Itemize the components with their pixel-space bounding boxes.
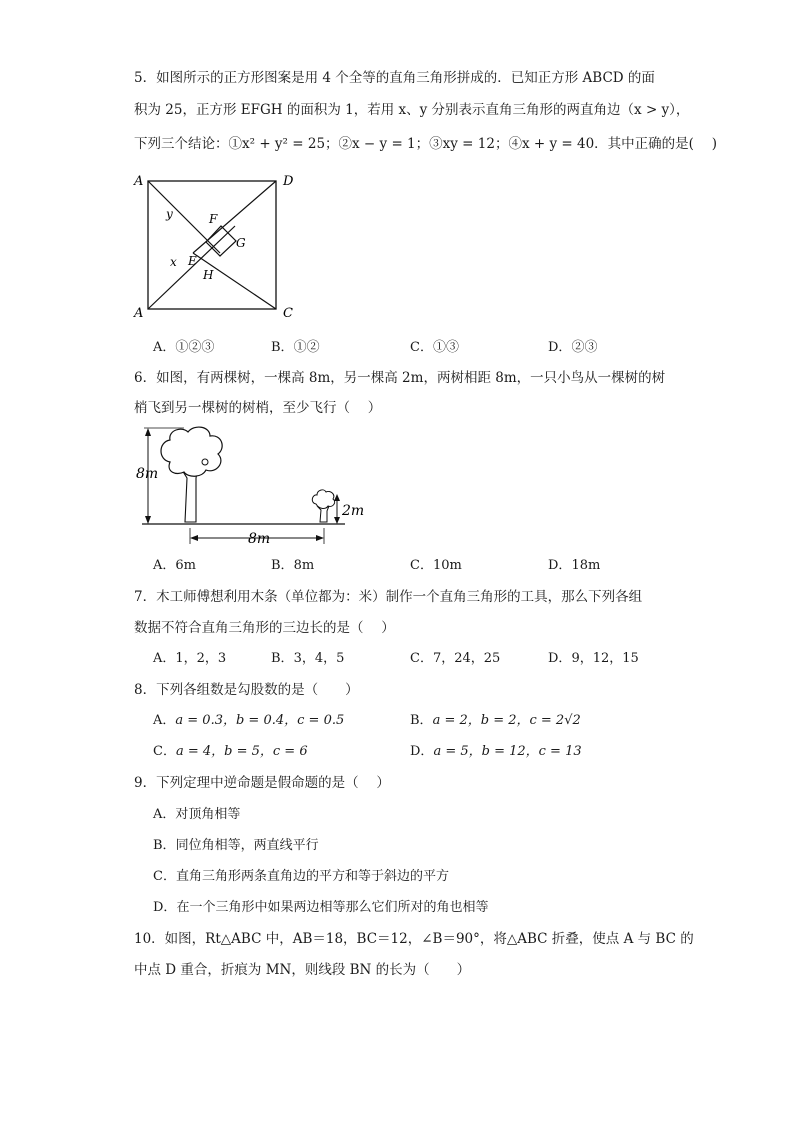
q5-line-3: 下列三个结论：①x² + y² = 25；②x − y = 1；③xy = 12；④x + y = 40．其中正确的是( )	[134, 136, 717, 152]
q8-option-d[interactable]	[410, 742, 582, 762]
q8-option-b[interactable]	[410, 711, 581, 731]
q5-line-2: 积为 25，正方形 EFGH 的面积为 1，若用 x、y 分别表示直角三角形的两直角边（x > y），	[134, 102, 690, 118]
q7-option-c[interactable]	[410, 649, 500, 669]
label-distance: 8m	[248, 531, 271, 547]
label-c: C	[283, 306, 293, 320]
option-text: 8m	[293, 558, 315, 573]
option-letter: A．	[153, 651, 176, 666]
tall-tree-icon	[161, 427, 222, 522]
option-text: a = 5，b = 12，c = 13	[433, 744, 582, 759]
q7-line-1: 7．木工师傅想利用木条（单位都为：米）制作一个直角三角形的工具，那么下列各组	[134, 589, 643, 605]
label-g: G	[236, 236, 246, 250]
q5-option-b[interactable]	[271, 338, 320, 358]
option-letter: C．	[153, 869, 176, 884]
q7-option-b[interactable]	[271, 649, 344, 669]
option-text: ①②	[293, 340, 320, 355]
label-f: F	[209, 212, 218, 226]
label-tall-height: 8m	[136, 466, 159, 482]
option-letter: D．	[153, 900, 177, 915]
label-x: x	[170, 255, 177, 269]
q6-option-c[interactable]	[410, 556, 462, 576]
q6-line-1: 6．如图，有两棵树，一棵高 8m，另一棵高 2m，两树相距 8m，一只小鸟从一棵树的树	[134, 370, 666, 386]
q5-option-c[interactable]	[410, 338, 459, 358]
option-text: ①②③	[175, 340, 215, 355]
option-letter: C．	[410, 340, 433, 355]
option-letter: D．	[548, 558, 572, 573]
q9-line-1: 9．下列定理中逆命题是假命题的是（ ）	[134, 775, 390, 791]
option-text: 9，12，15	[571, 651, 639, 666]
option-letter: A．	[153, 340, 176, 355]
option-text: 3，4，5	[293, 651, 345, 666]
option-text: 18m	[571, 558, 601, 573]
q6-option-b[interactable]	[271, 556, 314, 576]
label-a-top: A	[134, 174, 144, 189]
q5-square-figure	[128, 170, 298, 320]
q6-line-2: 梢飞到另一棵树的树梢，至少飞行（ ）	[134, 400, 382, 416]
q9-option-b[interactable]	[153, 836, 319, 856]
option-letter: C．	[410, 651, 433, 666]
option-text: 直角三角形两条直角边的平方和等于斜边的平方	[175, 869, 449, 884]
q7-option-a[interactable]	[153, 649, 226, 669]
option-letter: A．	[153, 713, 176, 728]
option-text: a = 2，b = 2，c = 2√2	[432, 713, 581, 728]
q5-option-a[interactable]	[153, 338, 214, 358]
option-text: 在一个三角形中如果两边相等那么它们所对的角也相等	[176, 900, 489, 915]
label-y: y	[166, 207, 173, 221]
option-text: ①③	[432, 340, 459, 355]
q5-option-d[interactable]	[548, 338, 597, 358]
q9-option-d[interactable]	[153, 898, 488, 918]
option-letter: A．	[153, 558, 176, 573]
q8-option-c[interactable]	[153, 742, 308, 762]
label-e: E	[188, 254, 197, 268]
option-letter: B．	[153, 838, 176, 853]
q10-line-2: 中点 D 重合，折痕为 MN，则线段 BN 的长为（ ）	[134, 962, 471, 978]
q6-option-d[interactable]	[548, 556, 600, 576]
option-text: 1，2，3	[175, 651, 227, 666]
label-h: H	[203, 268, 214, 282]
option-text: 6m	[175, 558, 196, 573]
option-letter: A．	[153, 807, 176, 822]
label-a-bottom: A	[134, 306, 144, 320]
option-letter: B．	[271, 340, 294, 355]
option-text: a = 4，b = 5，c = 6	[175, 744, 308, 759]
option-text: 同位角相等，两直线平行	[175, 838, 319, 853]
option-text: a = 0.3，b = 0.4，c = 0.5	[175, 713, 345, 728]
option-text: 7，24，25	[432, 651, 501, 666]
q6-trees-figure	[130, 420, 380, 550]
q9-option-c[interactable]	[153, 867, 449, 887]
option-letter: B．	[271, 558, 294, 573]
q5-line-1: 5．如图所示的正方形图案是用 4 个全等的直角三角形拼成的．已知正方形 ABCD 的面	[134, 70, 655, 86]
option-letter: D．	[548, 651, 572, 666]
q7-option-d[interactable]	[548, 649, 639, 669]
option-letter: B．	[271, 651, 294, 666]
label-short-height: 2m	[342, 503, 365, 519]
q6-option-a[interactable]	[153, 556, 196, 576]
option-text: 10m	[432, 558, 462, 573]
q7-line-2: 数据不符合直角三角形的三边长的是（ ）	[134, 620, 395, 636]
q8-line-1: 8．下列各组数是勾股数的是（ ）	[134, 682, 359, 698]
option-letter: D．	[410, 744, 434, 759]
option-letter: C．	[410, 558, 433, 573]
short-tree-icon	[312, 490, 334, 522]
q10-line-1: 10．如图，Rt△ABC 中，AB＝18，BC＝12，∠B＝90°，将△ABC 折叠，使点 A 与 BC 的	[134, 931, 694, 947]
option-text: 对顶角相等	[175, 807, 241, 822]
option-text: ②③	[571, 340, 598, 355]
q8-option-a[interactable]	[153, 711, 344, 731]
option-letter: D．	[548, 340, 572, 355]
q9-option-a[interactable]	[153, 805, 240, 825]
option-letter: B．	[410, 713, 433, 728]
option-letter: C．	[153, 744, 176, 759]
label-d: D	[283, 174, 294, 189]
